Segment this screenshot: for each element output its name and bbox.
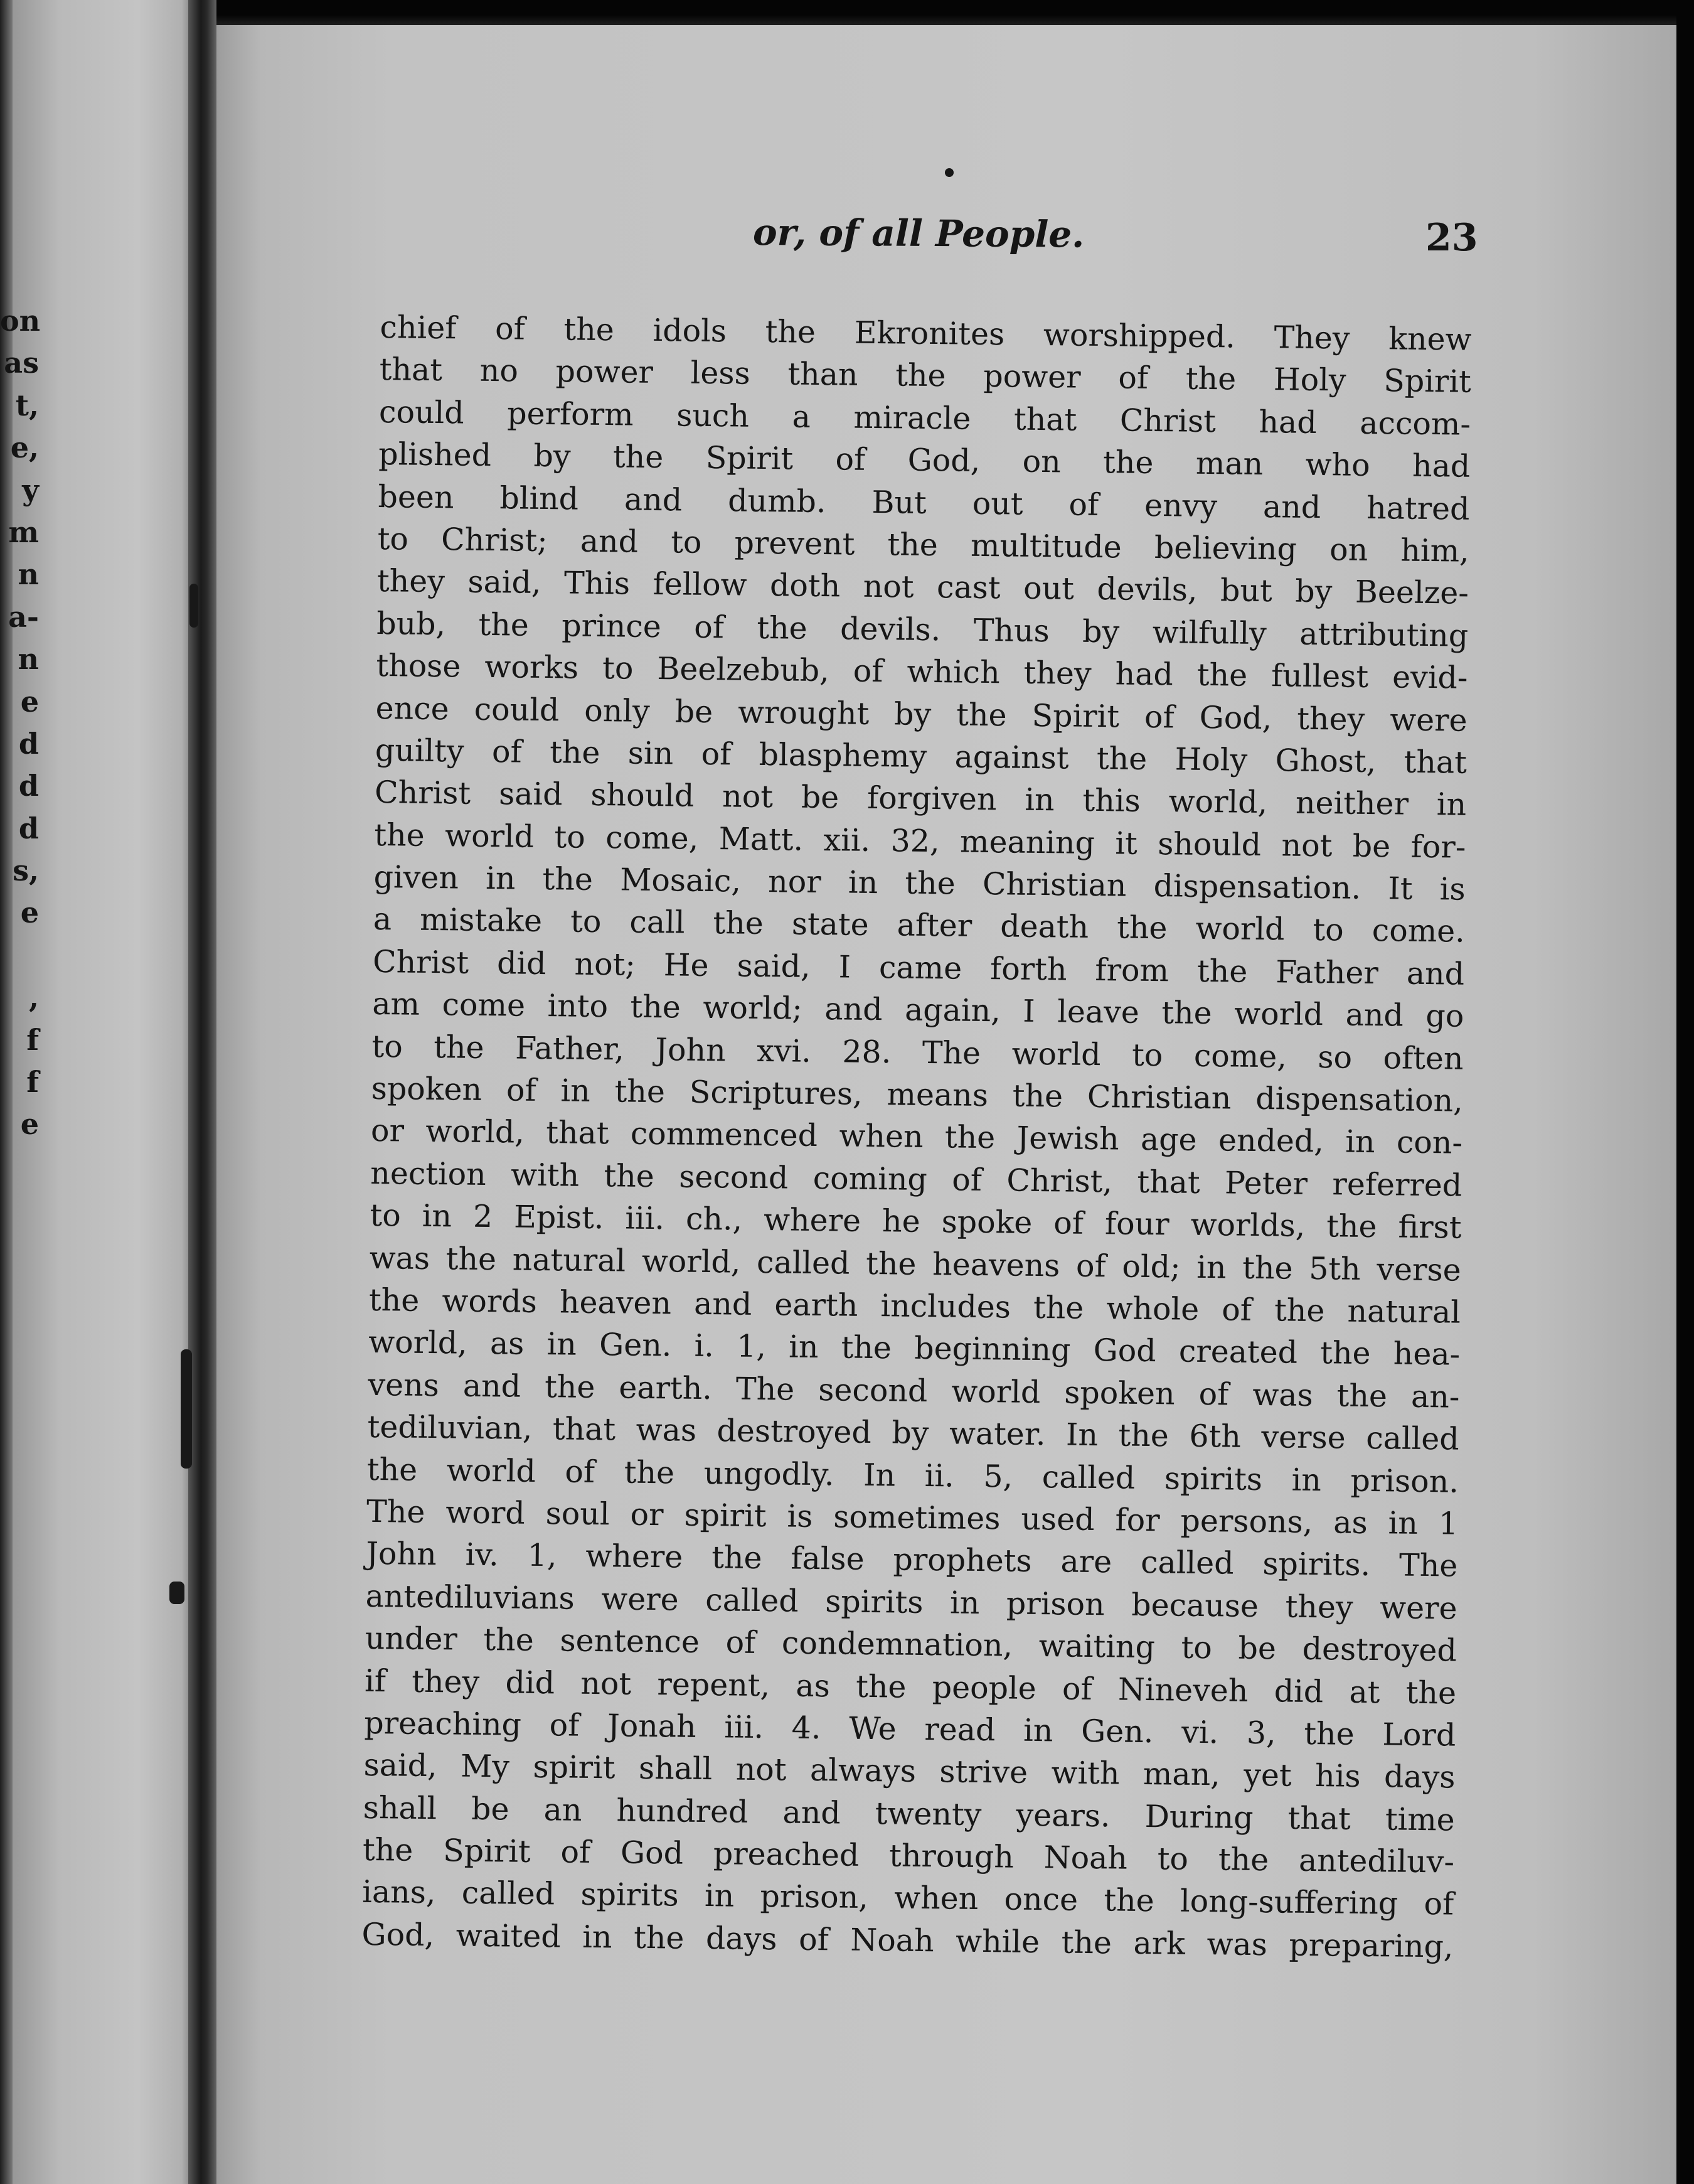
left-page-fragment: d [18, 726, 39, 761]
body-text [361, 306, 1472, 1968]
left-page-fragment: on [0, 304, 41, 338]
text-line: world, as in Gen. i. 1, in the beginning God created the hea- [368, 1324, 1461, 1373]
binding-stitch-mark [169, 1582, 184, 1604]
text-line: ence could only be wrought by the Spirit of God, they were [375, 690, 1468, 739]
left-page-fragment: as [4, 346, 39, 380]
text-line: or world, that commenced when the Jewish age ended, in con- [370, 1113, 1463, 1162]
text-line: Christ did not; He said, I came forth from the Father and [372, 943, 1465, 992]
text-line: vens and the earth. The second world spoken of was the an- [368, 1366, 1460, 1415]
text-line: to Christ; and to prevent the multitude believing on him, [377, 520, 1470, 569]
text-line: a mistake to call the state after death the world to come. [373, 901, 1466, 950]
text-line: given in the Mosaic, nor in the Christian dispensation. It is [373, 859, 1466, 907]
text-line: ians, called spirits in prison, when once the long-suffering of [362, 1874, 1454, 1923]
left-page-fragment: d [18, 811, 39, 845]
text-line: shall be an hundred and twenty years. During that time [363, 1789, 1456, 1838]
text-line: bub, the prince of the devils. Thus by wilfully attributing [376, 605, 1469, 654]
left-page-fragment: , [28, 980, 39, 1015]
text-line: preaching of Jonah iii. 4. We read in Gen. vi. 3, the Lord [364, 1705, 1456, 1753]
text-line: nection with the second coming of Christ, that Peter referred [370, 1155, 1462, 1204]
page-number: 23 [1425, 216, 1478, 260]
left-page-fragment [0, 934, 39, 977]
running-head: or, of all People. [752, 211, 1085, 256]
text-line: plished by the Spirit of God, on the man who had [378, 436, 1471, 484]
left-page-fragment: a- [8, 599, 39, 634]
text-line: guilty of the sin of blasphemy against the Holy Ghost, that [375, 732, 1468, 781]
left-page-text-fragments [0, 300, 39, 1146]
left-page-fragment: f [26, 1022, 39, 1057]
text-line: was the natural world, called the heavens of old; in the 5th verse [369, 1239, 1462, 1288]
text-line: chief of the idols the Ekronites worshipped. They knew [380, 309, 1472, 358]
left-page-fragment: e [20, 1107, 39, 1142]
text-line: Christ said should not be forgiven in this world, neither in [374, 774, 1467, 823]
text-line: the Spirit of God preached through Noah to the antediluv- [362, 1831, 1455, 1880]
text-line: to the Father, John xvi. 28. The world to come, so often [371, 1028, 1464, 1077]
text-line: the words heaven and earth includes the whole of the natural [368, 1282, 1461, 1330]
left-page-fragment: m [8, 515, 39, 549]
text-line: been blind and dumb. But out of envy and hatred [378, 478, 1470, 527]
text-line: said, My spirit shall not always strive with man, yet his days [363, 1747, 1456, 1796]
left-page-edge [0, 0, 198, 2184]
left-page-fragment: e [20, 896, 39, 930]
left-page-fragment: s, [13, 854, 39, 888]
text-line: God, waited in the days of Noah while the ark was preparing, [361, 1916, 1454, 1965]
text-line: to in 2 Epist. iii. ch., where he spoke of four worlds, the first [370, 1197, 1462, 1246]
left-page-fragment: n [18, 557, 39, 592]
right-scan-edge [1676, 0, 1694, 2184]
text-line: spoken of in the Scriptures, means the Christian dispensation, [371, 1070, 1464, 1119]
text-line: John iv. 1, where the false prophets are called spirits. The [366, 1536, 1458, 1584]
text-line: could perform such a miracle that Christ had accom- [378, 393, 1471, 442]
text-line: if they did not repent, as the people of Nineveh did at the [364, 1662, 1457, 1711]
text-line: antediluvians were called spirits in prison because they were [365, 1578, 1457, 1627]
left-page-fragment: t, [15, 388, 39, 422]
text-line: that no power less than the power of the Holy Spirit [379, 351, 1472, 400]
text-line: those works to Beelzebub, of which they had the fullest evid- [376, 648, 1468, 696]
text-line: under the sentence of condemnation, waiting to be destroyed [365, 1620, 1457, 1669]
left-page-fragment: e, [10, 431, 39, 465]
left-page-fragment: e [20, 684, 39, 719]
left-page-fragment: d [18, 769, 39, 803]
text-line: am come into the world; and again, I leave the world and go [372, 986, 1464, 1034]
printer-mark-dot [945, 168, 954, 177]
left-page-fragment: n [18, 642, 39, 677]
book-gutter [188, 0, 220, 2184]
left-page-fragment: f [26, 1065, 39, 1100]
text-line: the world of the ungodly. In ii. 5, called spirits in prison. [366, 1451, 1459, 1500]
left-page-fragment: y [22, 473, 39, 507]
text-line: the world to come, Matt. xii. 32, meaning it should not be for- [374, 816, 1466, 865]
text-line: tediluvian, that was destroyed by water. In the 6th verse called [367, 1409, 1459, 1457]
binding-stitch-mark [181, 1349, 192, 1469]
text-line: The word soul or spirit is sometimes used for persons, as in 1 [366, 1493, 1459, 1542]
binding-stitch-mark [189, 584, 198, 628]
text-line: they said, This fellow doth not cast out devils, but by Beelze- [376, 563, 1469, 612]
